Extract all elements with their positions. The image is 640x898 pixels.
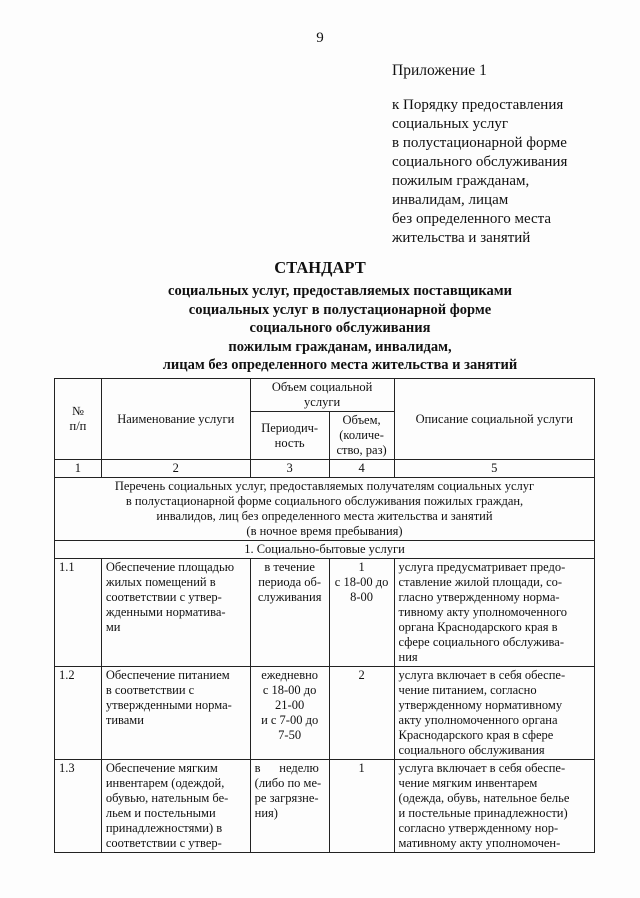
subtitle-line: пожилым гражданам, инвалидам,	[228, 338, 452, 355]
column-number: 1	[55, 460, 102, 478]
row-periodicity: в неделю (либо по ме- ре загрязне- ния)	[250, 760, 329, 853]
row-number: 1.2	[55, 667, 102, 760]
page-number: 9	[316, 30, 324, 46]
header-num: № п/п	[55, 379, 102, 460]
appendix-line: социальных услуг	[392, 116, 508, 132]
row-service-name: Обеспечение площадью жилых помещений в соответствии с утвер- жденными норматива- ми	[101, 559, 250, 667]
appendix-line: пожилым гражданам,	[392, 173, 530, 189]
appendix-line: к Порядку предоставления	[392, 97, 564, 113]
header-amount: Объем, (количе- ство, раз)	[329, 412, 394, 460]
row-service-name: Обеспечение питанием в соответствии с утвержденными норма- тивами	[101, 667, 250, 760]
standard-subtitle	[40, 282, 640, 375]
list-title: Перечень социальных услуг, предоставляемых получателям социальных услуг в полустационарной форме социального обслуживания пожилых граждан, инвалидов, лиц без определенного места жительства и занятий (в ночное время пребывания)	[55, 478, 595, 541]
table-row	[55, 667, 595, 760]
row-number: 1.3	[55, 760, 102, 853]
row-amount: 1	[329, 760, 394, 853]
appendix-line: без определенного места	[392, 211, 552, 227]
subtitle-line: социального обслуживания	[249, 320, 431, 336]
column-number-row	[55, 460, 595, 478]
column-number: 3	[250, 460, 329, 478]
table-row	[55, 559, 595, 667]
header-row	[55, 379, 595, 412]
header-volume-group: Объем социальной услуги	[250, 379, 394, 412]
row-periodicity: ежедневно с 18-00 до 21-00 и с 7-00 до 7-50	[250, 667, 329, 760]
section-title: 1. Социально-бытовые услуги	[55, 541, 595, 559]
header-description: Описание социальной услуги	[394, 379, 594, 460]
row-number: 1.1	[55, 559, 102, 667]
row-description: услуга включает в себя обеспе- чение мягким инвентарем (одежда, обувь, нательное белье и постельные принадлежности) согласно утвержденному нор- мативному акту уполномочен-	[394, 760, 594, 853]
row-description: услуга предусматривает предо- ставление жилой площади, со- гласно утвержденному норма- тивному акту уполномоченного органа Краснодарского края в сфере социального обслужива- ния	[394, 559, 594, 667]
appendix-line: в полустационарной форме	[392, 135, 567, 151]
appendix-block	[392, 96, 567, 248]
table-row	[55, 760, 595, 853]
appendix-line: жительства и занятий	[392, 230, 531, 246]
appendix-title: Приложение 1	[392, 62, 487, 79]
list-title-row	[55, 478, 595, 541]
row-service-name: Обеспечение мягким инвентарем (одеждой, обувью, нательным бе- льем и постельными принадлежностями) в соответствии с утвер-	[101, 760, 250, 853]
subtitle-line: социальных услуг в полустационарной форме	[188, 301, 492, 318]
services-table	[54, 378, 595, 853]
appendix-line: социального обслуживания	[392, 154, 568, 170]
subtitle-line: социальных услуг, предоставляемых поставщиками	[168, 283, 512, 299]
column-number: 5	[394, 460, 594, 478]
section-title-row	[55, 541, 595, 559]
column-number: 2	[101, 460, 250, 478]
column-number: 4	[329, 460, 394, 478]
row-periodicity: в течение периода об- служивания	[250, 559, 329, 667]
standard-heading: СТАНДАРТ	[274, 258, 366, 277]
header-periodicity: Периодич- ность	[250, 412, 329, 460]
appendix-line: инвалидам, лицам	[392, 192, 509, 208]
row-amount: 1 с 18-00 до 8-00	[329, 559, 394, 667]
subtitle-line: лицам без определенного места жительства и занятий	[162, 357, 518, 373]
header-name: Наименование услуги	[101, 379, 250, 460]
row-amount: 2	[329, 667, 394, 760]
row-description: услуга включает в себя обеспе- чение питанием, согласно утвержденному нормативному акту уполномоченного органа Краснодарского края в сфере социального обслуживания	[394, 667, 594, 760]
